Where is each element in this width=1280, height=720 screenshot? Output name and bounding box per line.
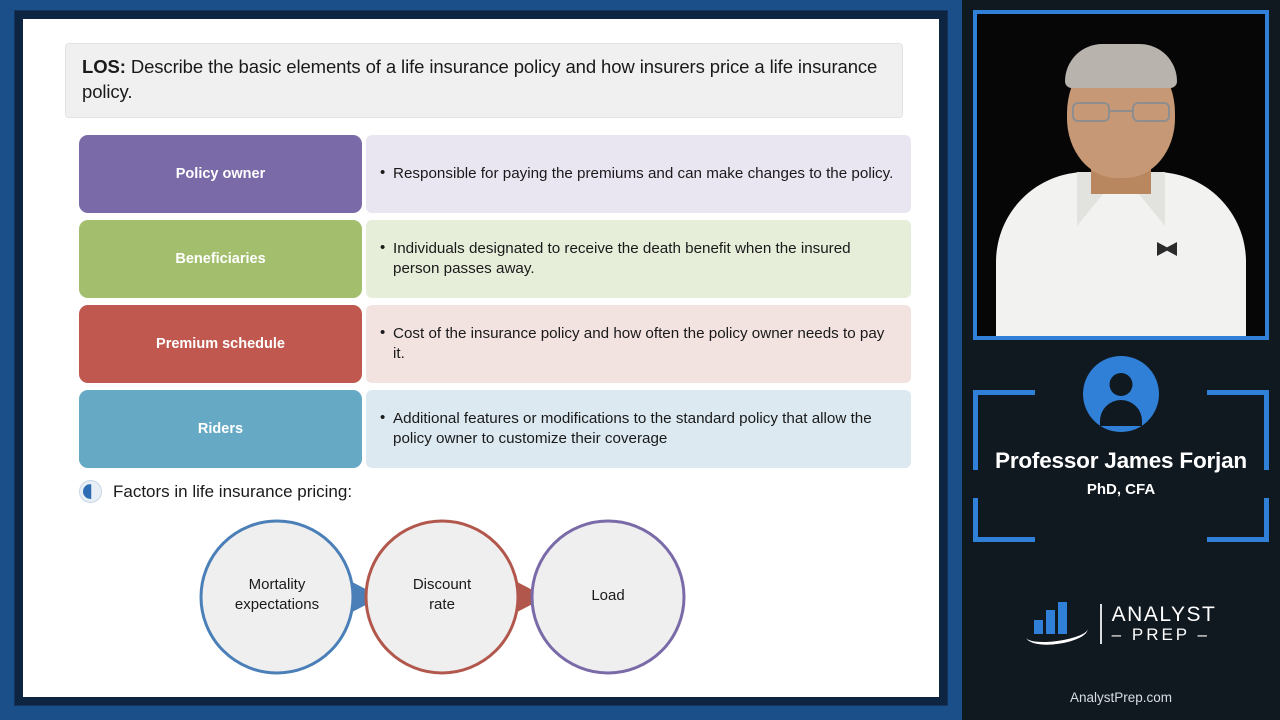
frame-bracket-bottom-left: [973, 537, 1035, 542]
policy-elements-list: [79, 135, 911, 468]
element-description-text: • Cost of the insurance policy and how often the policy owner needs to pay it.: [380, 324, 897, 365]
element-description-text: • Responsible for paying the premiums and can make changes to the policy.: [380, 164, 893, 185]
presenter-video[interactable]: [973, 10, 1269, 340]
pricing-factors-diagram: [51, 513, 911, 681]
factor-label-load: [538, 586, 678, 606]
learning-outcome-statement: [65, 43, 903, 118]
logo-text-line2: – PREP –: [1111, 625, 1211, 645]
element-label-beneficiaries: [79, 220, 362, 298]
element-description-policy-owner: [366, 135, 911, 213]
table-row: [79, 305, 911, 383]
slide-border: [14, 10, 948, 706]
frame-bracket-top-right: [1207, 390, 1269, 395]
glasses-icon: [1072, 102, 1170, 122]
factor-line1: Load: [591, 587, 625, 605]
element-description-beneficiaries: [366, 220, 911, 298]
glasses-lens-left: [1072, 102, 1110, 122]
element-label-riders: [79, 390, 362, 468]
avatar: [1083, 356, 1159, 432]
element-label-premium-schedule: [79, 305, 362, 383]
element-description-premium-schedule: [366, 305, 911, 383]
factor-label-discount-rate: [372, 575, 512, 614]
slide-content: [23, 19, 939, 697]
presenter-name: Professor James Forjan: [995, 448, 1247, 473]
table-row: [79, 390, 911, 468]
factor-line1: Discount: [412, 576, 472, 594]
element-description-riders: [366, 390, 911, 468]
element-label-text: Premium schedule: [156, 336, 285, 353]
analystprep-logo: [962, 600, 1280, 648]
presenter-hair: [1065, 44, 1177, 88]
element-label-text: Riders: [197, 421, 244, 438]
factor-line1: Mortality: [248, 576, 306, 594]
bullet-dot-icon: [79, 480, 102, 503]
logo-text-line1: ANALYST: [1111, 603, 1217, 627]
factors-heading-text: Factors in life insurance pricing:: [113, 481, 353, 501]
frame-bracket-top-left: [973, 390, 1035, 395]
element-label-text: Beneficiaries: [175, 251, 266, 268]
element-label-policy-owner: [79, 135, 362, 213]
presenter-name-block: [973, 356, 1269, 542]
los-prefix: LOS:: [82, 56, 126, 77]
logo-divider: [1100, 604, 1102, 644]
frame-bracket-bottom-right: [1207, 537, 1269, 542]
factors-heading-row: [79, 480, 911, 503]
presenter-panel: [962, 0, 1280, 720]
glasses-lens-right: [1132, 102, 1170, 122]
element-label-text: Policy owner: [175, 166, 266, 183]
frame-bracket-right-lower: [1264, 498, 1269, 542]
logo-mark-icon: [1026, 600, 1090, 648]
frame-bracket-left-lower: [973, 498, 978, 542]
logo-text: [1112, 604, 1217, 644]
los-text: Describe the basic elements of a life insurance policy and how insurers price a life insurance policy.: [82, 56, 878, 102]
table-row: [79, 220, 911, 298]
factor-label-mortality: [207, 575, 347, 614]
presenter-credentials: PhD, CFA: [1086, 481, 1156, 498]
element-description-text: • Individuals designated to receive the death benefit when the insured person passes away.: [380, 239, 897, 280]
factor-line2: rate: [429, 595, 455, 613]
table-row: [79, 135, 911, 213]
element-description-text: • Additional features or modifications to the standard policy that allow the policy owner to customize their coverage: [380, 409, 897, 450]
factor-line2: expectations: [234, 595, 320, 613]
website-url: AnalystPrep.com: [1069, 690, 1173, 705]
glasses-bridge: [1110, 110, 1132, 112]
